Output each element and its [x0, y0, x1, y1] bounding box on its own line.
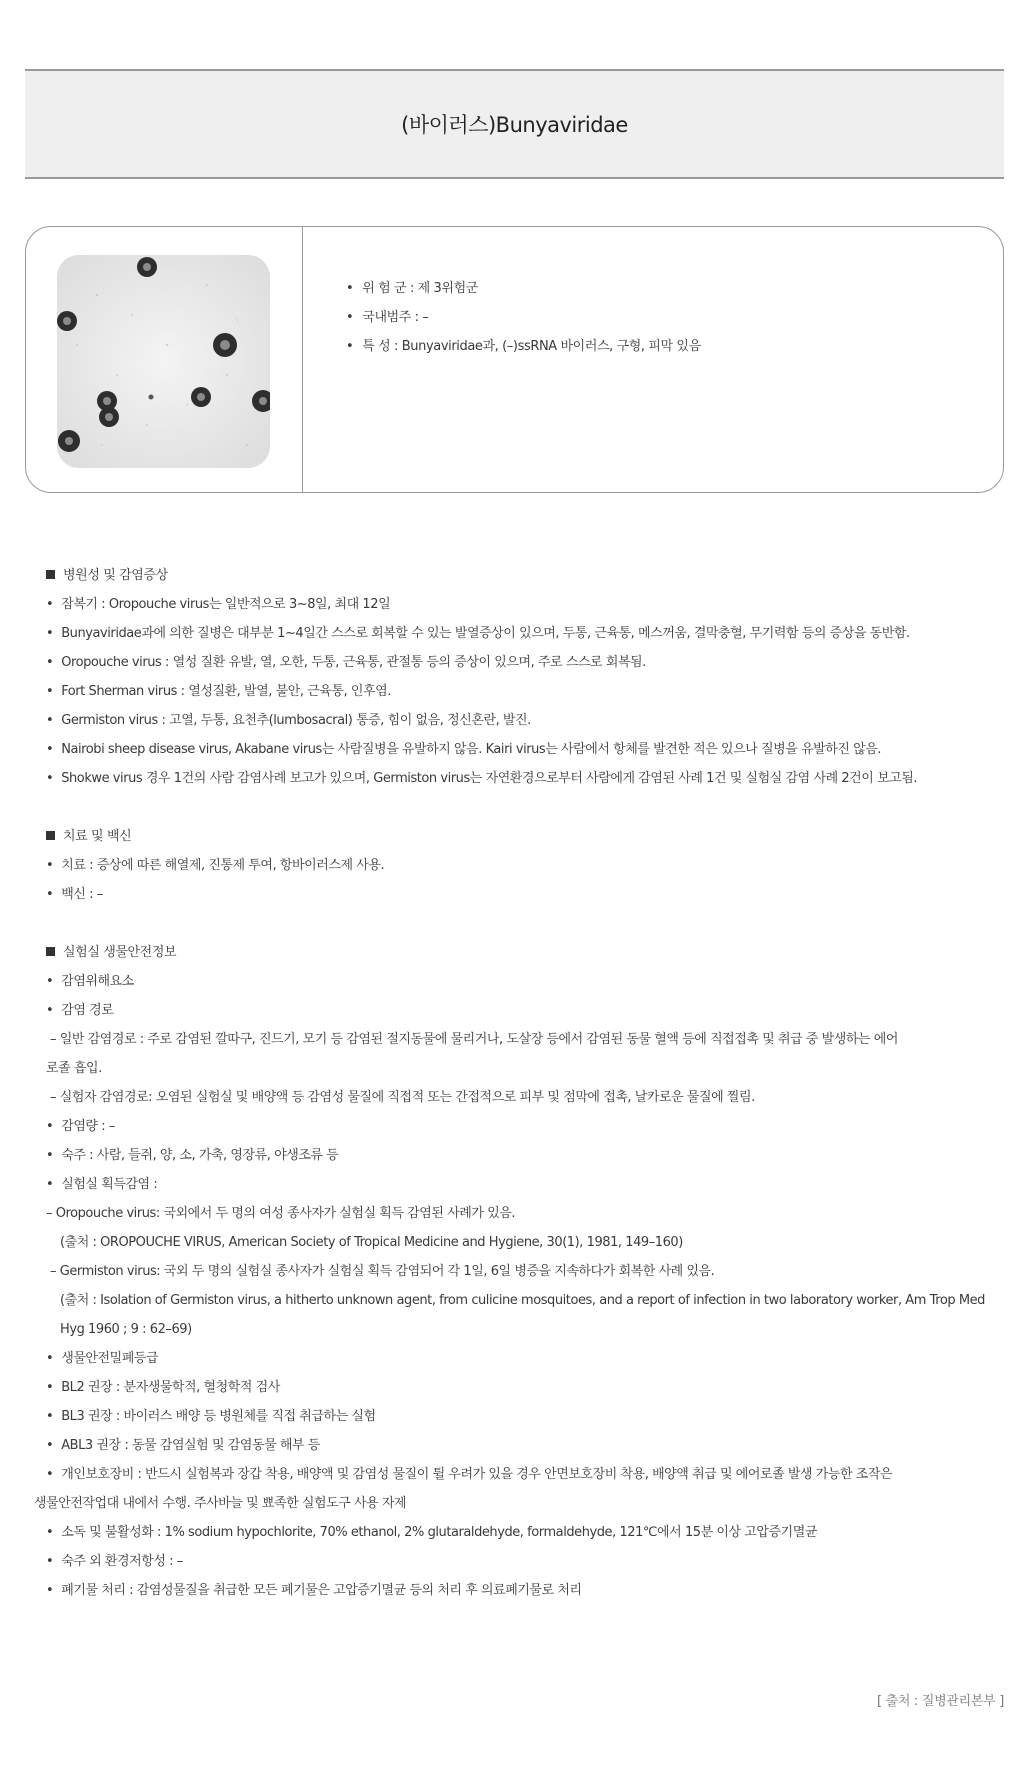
list-item: • 잠복기 : Oropouche virus는 일반적으로 3~8일, 최대 12일: [46, 590, 996, 619]
title-band: [25, 69, 1004, 179]
list-item: • 실험실 획득감염 :: [46, 1170, 996, 1199]
list-item: • Oropouche virus : 열성 질환 유발, 열, 오한, 두통, 근육통, 관절통 등의 증상이 있으며, 주로 스스로 회복됨.: [46, 648, 996, 677]
list-item: • Germiston virus : 고열, 두통, 요천추(lumbosacral) 통증, 힘이 없음, 정신혼란, 발진.: [46, 706, 996, 735]
list-item: • 숙주 : 사람, 들쥐, 양, 소, 가축, 영장류, 야생조류 등: [46, 1141, 996, 1170]
section-treatment-title: 치료 및 백신: [46, 822, 996, 851]
list-item: • 감염위해요소: [46, 967, 996, 996]
list-item: • Nairobi sheep disease virus, Akabane virus는 사람질병을 유발하지 않음. Kairi virus는 사람에서 항체를 발견한 적은 있으나 질병을 유발하진 않음.: [46, 735, 996, 764]
domestic-category: • 국내범주 : –: [346, 303, 701, 332]
list-item: – Oropouche virus: 국외에서 두 명의 여성 종사자가 실험실 획득 감염된 사례가 있음.: [46, 1206, 516, 1221]
list-item: 생물안전작업대 내에서 수행. 주사바늘 및 뾰족한 실험도구 사용 자제: [34, 1496, 407, 1511]
list-item: – 실험자 감염경로: 오염된 실험실 및 배양액 등 감염성 물질에 직접적 또는 간접적으로 피부 및 점막에 접촉, 날카로운 물질에 찔림.: [50, 1090, 755, 1105]
list-item: • 치료 : 증상에 따른 해열제, 진통제 투여, 항바이러스제 사용.: [46, 851, 996, 880]
virus-micrograph-photo: [57, 255, 270, 468]
list-item: • BL3 권장 : 바이러스 배양 등 병원체를 직접 취급하는 실험: [46, 1402, 996, 1431]
citation: (출처 : Isolation of Germiston virus, a hitherto unknown agent, from culicine mosquitoes, and a report of infection in two laboratory worker, Am Trop Med: [60, 1293, 985, 1308]
list-item: • BL2 권장 : 분자생물학적, 혈청학적 검사: [46, 1373, 996, 1402]
main-content: [34, 561, 996, 1605]
list-item: • Fort Sherman virus : 열성질환, 발열, 불안, 근육통, 인후염.: [46, 677, 996, 706]
section-pathogenicity-title: 병원성 및 감염증상: [46, 561, 996, 590]
list-item: – 일반 감염경로 : 주로 감염된 깔따구, 진드기, 모기 등 감염된 절지동물에 물리거나, 도살장 등에서 감염된 동물 혈액 등에 직접접촉 및 취급 중 발생하는 에어: [50, 1032, 898, 1047]
list-item: – Germiston virus: 국외 두 명의 실험실 종사자가 실험실 획득 감염되어 각 1일, 6일 병증을 지속하다가 회복한 사례 있음.: [50, 1264, 715, 1279]
risk-group: • 위 험 군 : 제 3위험군: [346, 274, 701, 303]
list-item: • ABL3 권장 : 동물 감염실험 및 감염동물 해부 등: [46, 1431, 996, 1460]
list-item: • 개인보호장비 : 반드시 실험복과 장갑 착용, 배양액 및 감염성 물질이 튈 우려가 있을 경우 안면보호장비 착용, 배양액 취급 및 에어로졸 발생 가능한 조작은: [46, 1460, 996, 1489]
citation: (출처 : OROPOUCHE VIRUS, American Society of Tropical Medicine and Hygiene, 30(1), 1981, 149–160): [60, 1235, 683, 1250]
list-item: • 감염 경로: [46, 996, 996, 1025]
list-item: 로졸 흡입.: [46, 1061, 102, 1076]
summary-list: [346, 274, 701, 361]
list-item: • 폐기물 처리 : 감염성물질을 취급한 모든 폐기물은 고압증기멸균 등의 처리 후 의료폐기물로 처리: [46, 1576, 996, 1605]
section-biosafety-title: 실험실 생물안전정보: [46, 938, 996, 967]
citation: Hyg 1960 ; 9 : 62–69): [60, 1322, 192, 1337]
list-item: • Shokwe virus 경우 1건의 사람 감염사례 보고가 있으며, Germiston virus는 자연환경으로부터 사람에게 감염된 사례 1건 및 실험실 감염 사례 2건이 보고됨.: [46, 764, 996, 793]
list-item: • Bunyaviridae과에 의한 질병은 대부분 1~4일간 스스로 회복할 수 있는 발열증상이 있으며, 두통, 근육통, 메스꺼움, 결막충혈, 무기력함 등의 증상을 동반함.: [46, 619, 996, 648]
characteristics: • 특 성 : Bunyaviridae과, (–)ssRNA 바이러스, 구형, 피막 있음: [346, 332, 701, 361]
list-item: • 생물안전밀폐등급: [46, 1344, 996, 1373]
list-item: • 숙주 외 환경저항성 : –: [46, 1547, 996, 1576]
list-item: • 소독 및 불활성화 : 1% sodium hypochlorite, 70% ethanol, 2% glutaraldehyde, formaldehyde, 121℃에서 15분 이상 고압증기멸균: [46, 1518, 996, 1547]
source-credit: [ 출처 : 질병관리본부 ]: [876, 1694, 1004, 1709]
photo-cell: [26, 227, 303, 492]
list-item: • 감염량 : –: [46, 1112, 996, 1141]
summary-box: [25, 226, 1004, 493]
page-title: (바이러스)Bunyaviridae: [401, 113, 628, 137]
list-item: • 백신 : –: [46, 880, 996, 909]
